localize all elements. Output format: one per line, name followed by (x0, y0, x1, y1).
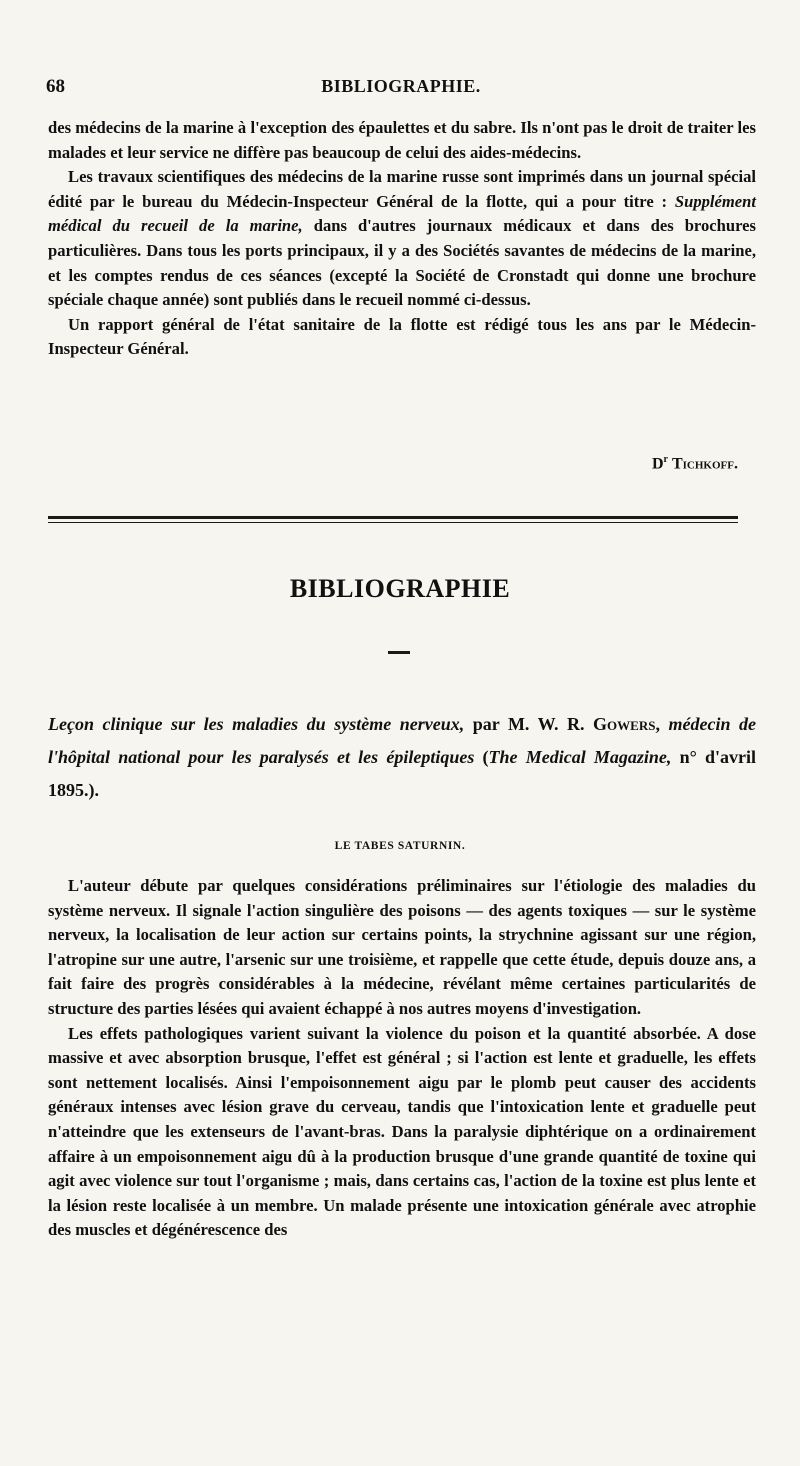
review-body (48, 874, 756, 1243)
review-heading: Leçon clinique sur les maladies du système nerveux, par M. W. R. Gowers, médecin de l'hôpital national pour les paralysés et les épileptiques (The Medical Magazine, n° d'avril 1895.). (48, 714, 756, 800)
author-signature-name: Tichkoff. (671, 455, 738, 473)
title-dash (388, 651, 410, 654)
section-divider-thin (48, 522, 738, 523)
intro-text (48, 116, 756, 362)
page-number: 68 (46, 76, 65, 97)
review-author: Gowers, (593, 714, 660, 734)
intro-paragraph-3: Un rapport général de l'état sanitaire de la flotte est rédigé tous les ans par le Médecin-Inspecteur Général. (48, 314, 756, 359)
section-divider-thick (48, 516, 738, 519)
body-paragraph-1: L'auteur débute par quelques considérations préliminaires sur l'étiologie des maladies du système nerveux. Il signale l'action singulière des poisons — des agents toxiques — sur le système nerveux, la localisation de leur action sur certains points, la strychnine agissant sur une région, l'atropine sur une autre, l'arsenic sur une troisième, et rappelle que cette étude, depuis douze ans, a fait faire des progrès considérables à la médecine, révélant même certaines particularités de structure des parties lésées qui avaient échappé à nos autres moyens d'investigation. (48, 876, 756, 1018)
subheading: LE TABES SATURNIN. (334, 840, 466, 852)
running-title: BIBLIOGRAPHIE. (321, 76, 481, 96)
intro-paragraph-1: des médecins de la marine à l'exception des épaulettes et du sabre. Ils n'ont pas le droit de traiter les malades et leur service ne diffère pas beaucoup de celui des aides-médecins. (48, 118, 756, 162)
review-work-title: Leçon clinique sur les maladies du système nerveux, (48, 714, 465, 734)
section-title: BIBLIOGRAPHIE (289, 574, 511, 603)
review-author-description: médecin de l'hôpital national pour les paralysés et les épileptiques (48, 714, 756, 767)
signature: $D^r$ Tichkoff. (651, 454, 738, 473)
review-source: The Medical Magazine, (488, 747, 672, 767)
page-header (46, 76, 756, 104)
intro-paragraph-2: Les travaux scientifiques des médecins de la marine russe sont imprimés dans un journal spécial édité par le bureau du Médecin-Inspecteur Général de la flotte, qui a pour titre : Supplément médical du recueil de la marine, dans d'autres journaux médicaux et dans des brochures particulières. Dans tous les ports principaux, il y a des Sociétés savantes de médecins de la marine, et les comptes rendus de ces séances (excepté la Société de Cronstadt qui donne une brochure spéciale chaque année) sont publiés dans le recueil nommé ci-dessus. (48, 167, 757, 310)
body-paragraph-2: Les effets pathologiques varient suivant la violence du poison et la quantité absorbée. A dose massive et avec absorption brusque, l'effet est général ; si l'action est lente et graduelle, les effets sont nettement localisés. Ainsi l'empoisonnement aigu par le plomb peut causer des accidents généraux intenses avec lésion grave du cerveau, tandis que l'intoxication lente et graduelle peut n'atteindre que les extenseurs de l'avant-bras. Dans la paralysie diphtérique on a ordinairement affaire à un empoisonnement aigu dû à la production brusque d'une grande quantité de toxine qui agit avec violence sur tout l'organisme ; mais, dans certains cas, l'action de la toxine est plus lente et la lésion reste localisée à un membre. Un malade présente une intoxication générale avec atrophie des muscles et dégénérescence des (48, 1023, 756, 1240)
journal-title: Supplément médical du recueil de la marine, (48, 191, 757, 236)
